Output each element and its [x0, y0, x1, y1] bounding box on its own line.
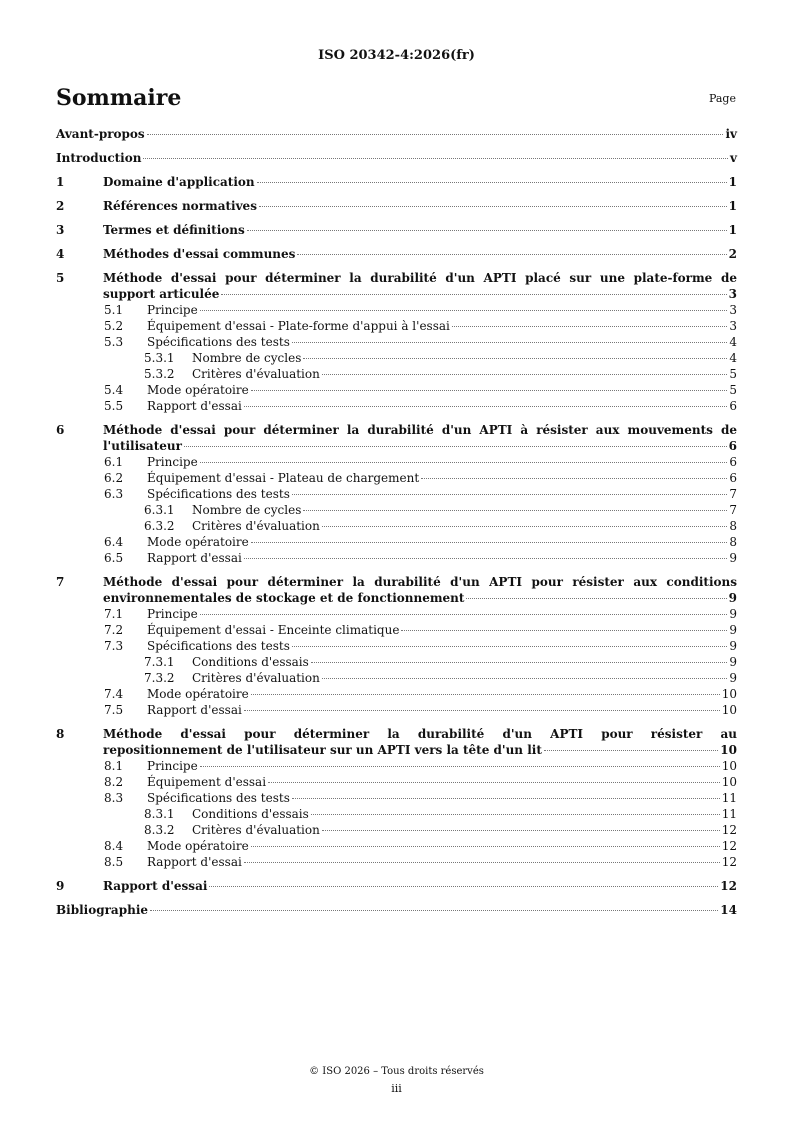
toc-entry[interactable]	[56, 878, 737, 894]
toc-entry-title: Spécifications des tests	[147, 639, 290, 653]
toc-entry-title: Équipement d'essai - Plate-forme d'appui à l'essai	[147, 319, 450, 333]
toc-entry-number: 1	[56, 175, 65, 189]
toc-entry-number: 3	[56, 223, 65, 237]
dot-leader	[147, 134, 724, 135]
toc-entry-title-line1: Méthode d'essai pour déterminer la durabilité d'un APTI pour résister aux conditions	[103, 575, 737, 589]
dot-leader	[251, 390, 728, 391]
toc-entry-title: Méthodes d'essai communes	[103, 247, 296, 261]
toc-entry-page: 6	[729, 399, 737, 413]
toc-entry-title: Avant-propos	[56, 127, 145, 141]
toc-entry[interactable]	[56, 806, 737, 822]
dot-leader	[244, 862, 720, 863]
dot-leader	[322, 526, 728, 527]
toc-entry-number: 5.5	[104, 399, 124, 413]
toc-entry-number: 5.4	[104, 383, 124, 397]
toc-entry-page: 5	[729, 383, 737, 397]
toc-entry-number: 5.2	[104, 319, 124, 333]
table-of-contents	[56, 126, 737, 918]
toc-entry-title: Critères d'évaluation	[192, 671, 320, 685]
toc-entry-page: 7	[729, 503, 737, 517]
toc-entry-number: 2	[56, 199, 65, 213]
toc-entry-title: Domaine d'application	[103, 175, 255, 189]
toc-entry-title: Rapport d'essai	[147, 855, 242, 869]
toc-entry-page: 10	[721, 703, 737, 717]
toc-entry[interactable]	[56, 726, 737, 758]
toc-entry[interactable]	[56, 822, 737, 838]
toc-entry[interactable]	[56, 454, 737, 470]
toc-entry-page: 10	[721, 775, 737, 789]
toc-entry[interactable]	[56, 366, 737, 382]
toc-entry-page: 6	[729, 455, 737, 469]
toc-entry[interactable]	[56, 350, 737, 366]
dot-leader	[322, 374, 728, 375]
toc-entry-title: repositionnement de l'utilisateur sur un APTI vers la tête d'un lit	[103, 743, 542, 757]
copyright-notice: © ISO 2026 – Tous droits réservés	[309, 1066, 484, 1077]
toc-entry-number: 5.3.1	[144, 351, 175, 365]
toc-entry-number: 7.4	[104, 687, 124, 701]
page-number: iii	[391, 1082, 402, 1095]
dot-leader	[311, 814, 720, 815]
toc-entry-title: Principe	[147, 607, 198, 621]
toc-entry[interactable]	[56, 246, 737, 262]
toc-entry[interactable]	[56, 382, 737, 398]
toc-entry-page: 12	[721, 855, 737, 869]
toc-entry-page: 9	[729, 671, 737, 685]
dot-leader	[200, 462, 728, 463]
dot-leader	[150, 910, 718, 911]
dot-leader	[311, 662, 728, 663]
dot-leader	[292, 494, 728, 495]
toc-entry-number: 8.5	[104, 855, 124, 869]
toc-entry-number: 6.3.2	[144, 519, 175, 533]
toc-entry[interactable]	[56, 422, 737, 454]
toc-entry-title: Principe	[147, 303, 198, 317]
toc-entry-title: Nombre de cycles	[192, 351, 302, 365]
toc-entry-title: Rapport d'essai	[147, 399, 242, 413]
toc-entry-title: Introduction	[56, 151, 142, 165]
toc-entry[interactable]	[56, 270, 737, 302]
dot-leader	[257, 182, 727, 183]
toc-entry-page: 6	[728, 439, 737, 453]
toc-entry-number: 7.2	[104, 623, 124, 637]
toc-entry-page: 9	[729, 655, 737, 669]
toc-entry-page: 2	[728, 247, 737, 261]
toc-entry-number: 8.3.2	[144, 823, 175, 837]
toc-entry-page: 10	[721, 687, 737, 701]
toc-entry-page: 9	[729, 623, 737, 637]
toc-entry-number: 6.3.1	[144, 503, 175, 517]
toc-entry-title: support articulée	[103, 287, 220, 301]
toc-entry[interactable]	[56, 150, 737, 166]
toc-entry[interactable]	[56, 318, 737, 334]
toc-entry-number: 4	[56, 247, 65, 261]
toc-entry[interactable]	[56, 574, 737, 606]
toc-entry-title: Conditions d'essais	[192, 655, 309, 669]
toc-entry-number: 8.4	[104, 839, 124, 853]
toc-entry[interactable]	[56, 550, 737, 566]
dot-leader	[466, 598, 726, 599]
toc-entry-page: 9	[729, 607, 737, 621]
toc-entry-title: Critères d'évaluation	[192, 519, 320, 533]
toc-entry-title: Spécifications des tests	[147, 487, 290, 501]
page-column-label: Page	[708, 92, 736, 105]
dot-leader	[292, 342, 728, 343]
toc-entry[interactable]	[56, 670, 737, 686]
toc-entry-page: 3	[729, 319, 737, 333]
toc-entry[interactable]	[56, 198, 737, 214]
toc-entry-title: Principe	[147, 455, 198, 469]
toc-entry-page: 5	[729, 367, 737, 381]
toc-entry-page: 9	[729, 551, 737, 565]
toc-entry-title: Bibliographie	[56, 903, 149, 917]
toc-entry-number: 6.3	[104, 487, 124, 501]
toc-entry[interactable]	[56, 486, 737, 502]
toc-entry-title: Mode opératoire	[147, 535, 249, 549]
toc-entry-title-line1: Méthode d'essai pour déterminer la durabilité d'un APTI à résister aux mouvements de	[103, 423, 737, 437]
toc-entry-page: 3	[729, 303, 737, 317]
toc-entry[interactable]	[56, 126, 737, 142]
dot-leader	[251, 694, 720, 695]
toc-entry-page: 12	[721, 823, 737, 837]
toc-heading: Sommaire	[56, 85, 182, 111]
toc-entry-title: Mode opératoire	[147, 839, 249, 853]
toc-entry[interactable]	[56, 502, 737, 518]
toc-entry-title: Rapport d'essai	[147, 551, 242, 565]
toc-entry-page: 3	[728, 287, 737, 301]
dot-leader	[268, 782, 720, 783]
toc-entry-page: 8	[729, 535, 737, 549]
toc-entry-page: 11	[721, 791, 737, 805]
dot-leader	[452, 326, 728, 327]
toc-entry-page: 12	[721, 839, 737, 853]
dot-leader	[303, 510, 727, 511]
toc-entry[interactable]	[56, 790, 737, 806]
toc-entry-number: 5	[56, 271, 65, 285]
toc-entry-number: 5.1	[104, 303, 124, 317]
toc-entry[interactable]	[56, 838, 737, 854]
toc-entry-title: Références normatives	[103, 199, 257, 213]
toc-entry-page: 1	[728, 175, 737, 189]
dot-leader	[401, 630, 727, 631]
toc-entry-title: Rapport d'essai	[147, 703, 242, 717]
toc-entry-title: Équipement d'essai	[147, 775, 267, 789]
toc-entry[interactable]	[56, 606, 737, 622]
dot-leader	[247, 230, 727, 231]
toc-entry-page: 10	[721, 759, 737, 773]
toc-entry-number: 6	[56, 423, 65, 437]
dot-leader	[292, 798, 720, 799]
dot-leader	[200, 614, 728, 615]
toc-entry[interactable]	[56, 470, 737, 486]
dot-leader	[303, 358, 727, 359]
toc-entry-number: 7.5	[104, 703, 124, 717]
toc-entry[interactable]	[56, 854, 737, 870]
toc-entry-page: iv	[725, 127, 737, 141]
toc-entry[interactable]	[56, 774, 737, 790]
toc-entry[interactable]	[56, 702, 737, 718]
dot-leader	[221, 294, 726, 295]
toc-entry-title: Équipement d'essai - Plateau de chargement	[147, 471, 420, 485]
dot-leader	[143, 158, 728, 159]
toc-entry-number: 6.5	[104, 551, 124, 565]
toc-entry-number: 7.1	[104, 607, 124, 621]
toc-entry-page: 4	[729, 335, 737, 349]
toc-entry-number: 9	[56, 879, 65, 893]
document-id: ISO 20342-4:2026(fr)	[318, 48, 475, 63]
toc-entry-number: 5.3	[104, 335, 124, 349]
toc-entry-page: 4	[729, 351, 737, 365]
toc-entry[interactable]	[56, 334, 737, 350]
toc-entry[interactable]	[56, 534, 737, 550]
toc-entry-title: l'utilisateur	[103, 439, 182, 453]
dot-leader	[251, 846, 720, 847]
toc-entry-number: 7.3.1	[144, 655, 175, 669]
dot-leader	[251, 542, 728, 543]
toc-entry[interactable]	[56, 222, 737, 238]
toc-entry-title: Rapport d'essai	[103, 879, 208, 893]
toc-entry-title-line1: Méthode d'essai pour déterminer la durabilité d'un APTI pour résister au	[103, 727, 737, 741]
toc-entry-page: 7	[729, 487, 737, 501]
toc-entry-title: Critères d'évaluation	[192, 367, 320, 381]
toc-entry-page: 1	[728, 199, 737, 213]
toc-entry-number: 7.3	[104, 639, 124, 653]
dot-leader	[292, 646, 728, 647]
toc-entry[interactable]	[56, 686, 737, 702]
toc-entry-page: v	[730, 151, 737, 165]
toc-entry-number: 6.2	[104, 471, 124, 485]
toc-entry-number: 8.1	[104, 759, 124, 773]
dot-leader	[421, 478, 727, 479]
dot-leader	[259, 206, 727, 207]
toc-entry-title: Spécifications des tests	[147, 335, 290, 349]
toc-entry[interactable]	[56, 638, 737, 654]
toc-entry-title: Nombre de cycles	[192, 503, 302, 517]
dot-leader	[244, 558, 728, 559]
toc-entry[interactable]	[56, 398, 737, 414]
toc-entry-number: 6.4	[104, 535, 124, 549]
toc-entry-title: Termes et définitions	[103, 223, 245, 237]
dot-leader	[209, 886, 718, 887]
dot-leader	[184, 446, 727, 447]
dot-leader	[244, 406, 728, 407]
toc-entry-number: 8.2	[104, 775, 124, 789]
dot-leader	[244, 710, 720, 711]
toc-entry-page: 6	[729, 471, 737, 485]
toc-entry-number: 6.1	[104, 455, 124, 469]
toc-entry-page: 11	[721, 807, 737, 821]
dot-leader	[200, 310, 728, 311]
toc-entry-number: 5.3.2	[144, 367, 175, 381]
toc-entry-title: Conditions d'essais	[192, 807, 309, 821]
dot-leader	[544, 750, 718, 751]
toc-entry[interactable]	[56, 902, 737, 918]
toc-entry-title: Principe	[147, 759, 198, 773]
dot-leader	[322, 678, 728, 679]
toc-entry-page: 9	[729, 639, 737, 653]
toc-entry-title: environnementales de stockage et de fonctionnement	[103, 591, 465, 605]
toc-entry-page: 10	[720, 743, 737, 757]
toc-entry-page: 8	[729, 519, 737, 533]
toc-entry-title-line1: Méthode d'essai pour déterminer la durabilité d'un APTI placé sur une plate-forme de	[103, 271, 737, 285]
toc-entry-number: 7.3.2	[144, 671, 175, 685]
toc-entry-page: 9	[728, 591, 737, 605]
toc-entry[interactable]	[56, 518, 737, 534]
toc-entry-title: Critères d'évaluation	[192, 823, 320, 837]
toc-entry-title: Spécifications des tests	[147, 791, 290, 805]
toc-entry-number: 8	[56, 727, 65, 741]
toc-entry-page: 1	[728, 223, 737, 237]
toc-entry[interactable]	[56, 654, 737, 670]
toc-entry-number: 8.3	[104, 791, 124, 805]
toc-entry-title: Mode opératoire	[147, 687, 249, 701]
toc-entry-title: Équipement d'essai - Enceinte climatique	[147, 623, 400, 637]
toc-entry-page: 12	[720, 879, 737, 893]
toc-entry[interactable]	[56, 758, 737, 774]
dot-leader	[200, 766, 720, 767]
toc-entry[interactable]	[56, 622, 737, 638]
toc-entry[interactable]	[56, 174, 737, 190]
toc-entry-page: 14	[720, 903, 737, 917]
toc-entry-title: Mode opératoire	[147, 383, 249, 397]
dot-leader	[297, 254, 726, 255]
toc-entry[interactable]	[56, 302, 737, 318]
toc-entry-number: 8.3.1	[144, 807, 175, 821]
toc-entry-number: 7	[56, 575, 65, 589]
dot-leader	[322, 830, 720, 831]
